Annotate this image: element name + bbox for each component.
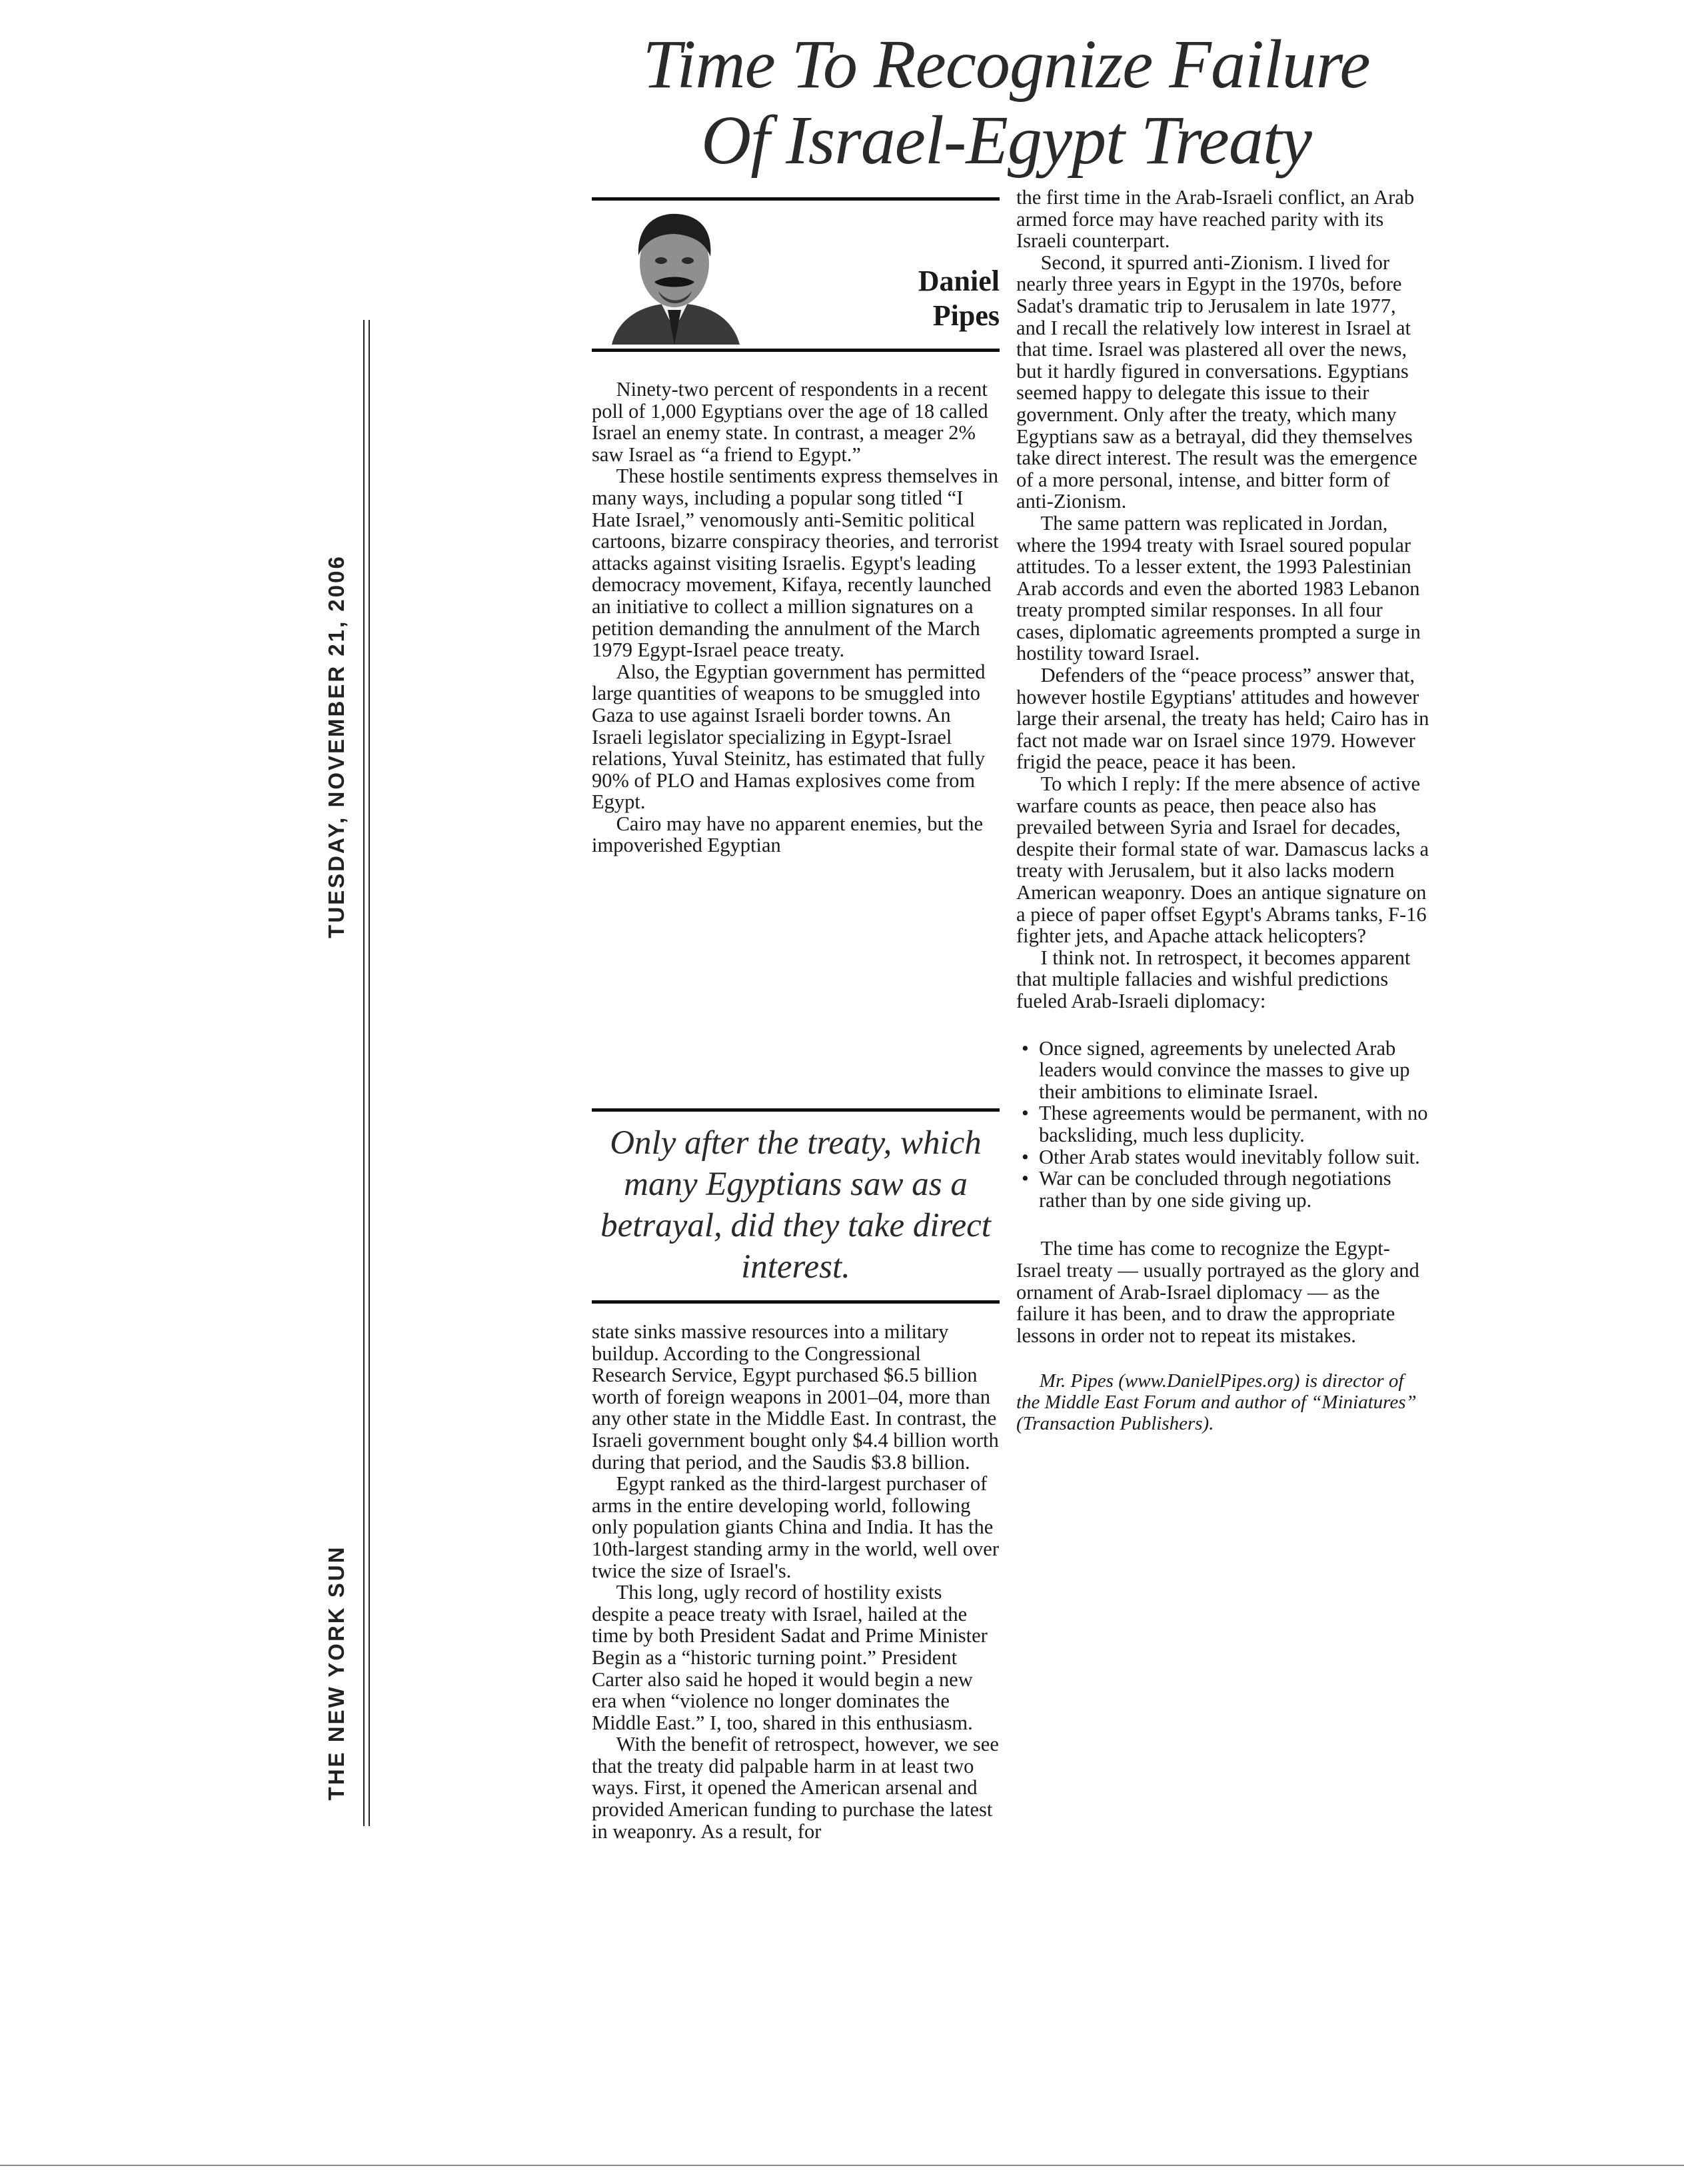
paragraph: Ninety-two percent of respondents in a recent poll of 1,000 Egyptians over the age of 18 called Israel an enemy state. In contrast, a meager 2% saw Israel as “a friend to Egypt.” bbox=[592, 378, 988, 466]
page-bottom-rule bbox=[0, 2165, 1684, 2166]
author-name bbox=[918, 264, 1000, 333]
column-left-top bbox=[592, 379, 1000, 856]
byline-box bbox=[592, 197, 1000, 352]
paragraph: state sinks massive resources into a military buildup. According to the Congressional Research Service, Egypt purchased $6.5 billion worth of foreign weapons in 2001–04, more than any other state in the Middle East. In contrast, the Israeli government bought only $4.4 billion worth during that period, and the Saudis $3.8 billion. bbox=[592, 1320, 999, 1474]
paragraph: To which I reply: If the mere absence of active warfare counts as peace, then peace also has prevailed between Syria and Israel for decades, despite their formal state of war. Damascus lacks a treaty with Jerusalem, but it also lacks modern American weaponry. Does an antique signature on a piece of paper offset Egypt's Abrams tanks, F-16 fighter jets, and Apache attack helicopters? bbox=[1016, 772, 1429, 948]
bullet-item: • War can be concluded through negotiations rather than by one side giving up. bbox=[1016, 1168, 1429, 1211]
paragraph: Cairo may have no apparent enemies, but the impoverished Egyptian bbox=[592, 812, 984, 857]
closing-paragraph: The time has come to recognize the Egypt-Israel treaty — usually portrayed as the glory and ornament of Arab-Israel diplomacy — as the failure it has been, and to draw the appropriate lessons in order not to repeat its mistakes. bbox=[1016, 1237, 1419, 1347]
paragraph: Egypt ranked as the third-largest purchaser of arms in the entire developing world, following only population giants China and India. It has the 10th-largest standing army in the world, well over twice the size of Israel's. bbox=[592, 1472, 999, 1582]
side-rule bbox=[363, 320, 370, 1826]
paragraph: the first time in the Arab-Israeli conflict, an Arab armed force may have reached parity with its Israeli counterpart. bbox=[1016, 186, 1415, 253]
headline-line-2: Of Israel-Egypt Treaty bbox=[701, 102, 1311, 179]
headline bbox=[586, 27, 1426, 179]
paragraph: Also, the Egyptian government has permitted large quantities of weapons to be smuggled into Gaza to use against Israeli border towns. An Israeli legislator specializing in Egypt-Israel relations, Yuval Steinitz, has estimated that fully 90% of PLO and Hamas explosives come from Egypt. bbox=[592, 660, 986, 814]
bullet-list bbox=[1016, 1038, 1429, 1212]
author-first-name: Daniel bbox=[918, 265, 1000, 297]
headline-line-1: Time To Recognize Failure bbox=[642, 26, 1370, 103]
bullet-item: • These agreements would be permanent, with no backsliding, much less duplicity. bbox=[1016, 1102, 1429, 1146]
bullet-item: • Once signed, agreements by unelected Arab leaders would convince the masses to give up their ambitions to eliminate Israel. bbox=[1016, 1038, 1429, 1103]
paragraph: I think not. In retrospect, it becomes apparent that multiple fallacies and wishful predictions fueled Arab-Israeli diplomacy: bbox=[1016, 946, 1411, 1012]
author-bio: Mr. Pipes (www.DanielPipes.org) is director of the Middle East Forum and author of “Miniatures” (Transaction Publishers). bbox=[1016, 1370, 1417, 1435]
column-left-bottom bbox=[592, 1321, 1000, 1842]
publication-name: THE NEW YORK SUN bbox=[324, 1545, 349, 1801]
column-right bbox=[1016, 187, 1429, 1434]
dateline: TUESDAY, NOVEMBER 21, 2006 bbox=[324, 554, 349, 938]
bullet-item: • Other Arab states would inevitably follow suit. bbox=[1016, 1146, 1429, 1168]
pull-quote: Only after the treaty, which many Egyptians saw as a betrayal, did they take direct interest. bbox=[592, 1108, 1000, 1304]
paragraph: Defenders of the “peace process” answer that, however hostile Egyptians' attitudes and however large their arsenal, the treaty has held; Cairo has in fact not made war on Israel since 1979. However frigid the peace, peace it has been. bbox=[1016, 664, 1429, 774]
paragraph: These hostile sentiments express themselves in many ways, including a popular song titled “I Hate Israel,” venomously anti-Semitic political cartoons, bizarre conspiracy theories, and terrorist attacks against visiting Israelis. Egypt's leading democracy movement, Kifaya, recently launched an initiative to collect a million signatures on a petition demanding the annulment of the March 1979 Egypt-Israel peace treaty. bbox=[592, 465, 999, 662]
paragraph: The same pattern was replicated in Jordan, where the 1994 treaty with Israel soured popular attitudes. To a lesser extent, the 1993 Palestinian Arab accords and even the aborted 1983 Lebanon treaty prompted similar responses. In all four cases, diplomatic agreements prompted a surge in hostility toward Israel. bbox=[1016, 511, 1421, 665]
author-last-name: Pipes bbox=[932, 299, 1000, 332]
paragraph: With the benefit of retrospect, however, we see that the treaty did palpable harm in at least two ways. First, it opened the American arsenal and provided American funding to purchase the latest in weaponry. As a result, for bbox=[592, 1733, 999, 1843]
author-portrait bbox=[598, 203, 750, 345]
paragraph: Second, it spurred anti-Zionism. I lived for nearly three years in Egypt in the 1970s, before Sadat's dramatic trip to Jerusalem in late 1977, and I recall the relatively low interest in Israel at that time. Israel was plastered all over the news, but it hardly figured in conversations. Egyptians seemed happy to delegate this issue to their government. Only after the treaty, which many Egyptians saw as a betrayal, did they themselves take direct interest. The result was the emergence of a more personal, intense, and bitter form of anti-Zionism. bbox=[1016, 251, 1417, 513]
paragraph: This long, ugly record of hostility exists despite a peace treaty with Israel, hailed at the time by both President Sadat and Prime Minister Begin as a “historic turning point.” President Carter also said he hoped it would begin a new era when “violence no longer dominates the Middle East.” I, too, shared in this enthusiasm. bbox=[592, 1581, 988, 1734]
